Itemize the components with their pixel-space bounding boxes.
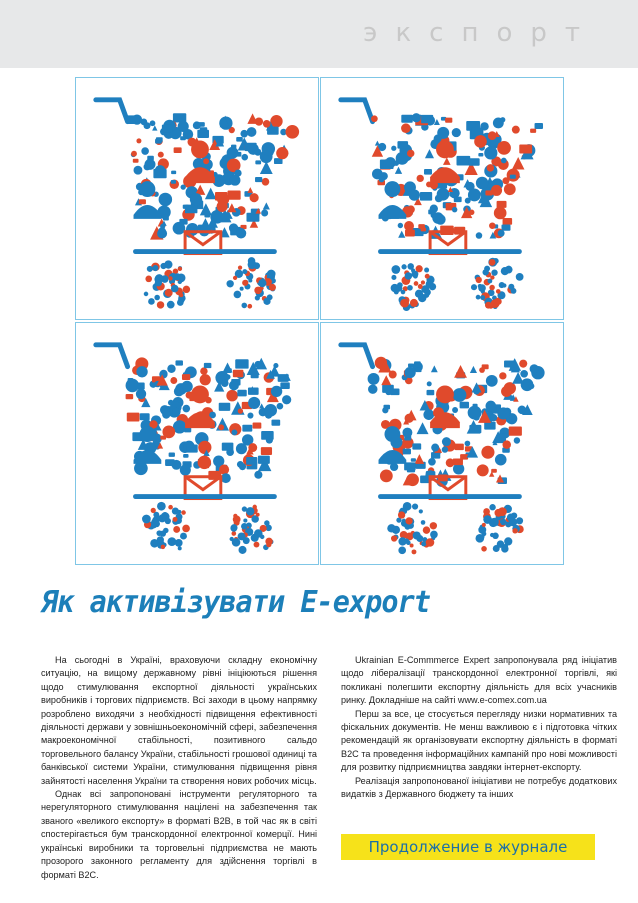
cart-icon-square — [219, 403, 231, 411]
cart-icon-square — [415, 368, 421, 372]
cart-icon-dot — [136, 138, 141, 143]
cart-icon-square — [421, 115, 433, 123]
cart-icon-square — [127, 413, 140, 422]
cart-icon-dot — [502, 177, 509, 184]
cart-icon-dot — [250, 193, 259, 202]
cart-icon-square — [248, 387, 259, 394]
cart-icon-dot — [255, 117, 263, 125]
cart-icon-dot — [198, 456, 211, 469]
user-icon — [436, 140, 454, 158]
cart-icon-dot — [446, 458, 455, 467]
cart-icon-square — [501, 429, 508, 434]
cart-icon-square — [380, 159, 394, 169]
cart-icon-square — [180, 136, 186, 140]
cart-wheel — [226, 257, 276, 308]
shopping-cart-icon — [76, 78, 318, 319]
cart-icon-dot — [380, 469, 393, 482]
cart-icon-dot — [409, 189, 420, 200]
cart-icon-dot — [486, 375, 498, 387]
cart-icon-dot — [500, 117, 505, 122]
cart-icon-dot — [178, 121, 189, 132]
cart-icon-square — [236, 137, 243, 142]
cart-icon-dot — [474, 135, 487, 148]
cart-icon-triangle — [263, 202, 270, 209]
cart-icon-square — [169, 452, 175, 456]
cart-icon-dot — [435, 214, 445, 224]
cart-icon-dot — [254, 149, 261, 156]
cart-handle — [341, 100, 373, 122]
cart-icon-dot — [248, 397, 260, 409]
cart-icon-square — [255, 160, 261, 164]
cart-handle — [341, 345, 373, 367]
article-paragraph: Ukrainian E-Commmerce Expert запропонувала ряд ініціатив щодо лібералізації транскордонної електронної торгівлі, які покликані полегшити експортну діяльність для всіх учасників ринку. Докладніше на сайті www.e-comex.com.ua — [341, 655, 617, 706]
cart-icon-dot — [382, 407, 388, 413]
cart-icon-square — [204, 363, 212, 368]
cart-icon-square — [235, 359, 248, 368]
cart-icon-dot — [412, 113, 421, 122]
cart-icon-square — [245, 143, 257, 151]
cart-icon-square — [455, 444, 464, 450]
cart-icon-dot — [190, 193, 202, 205]
cart-icon-dot — [203, 158, 209, 164]
cart-icon-dot — [401, 123, 411, 133]
user-icon — [191, 140, 209, 158]
cart-icon-square — [253, 422, 262, 428]
cart-icon-square — [485, 190, 492, 195]
cart-icon-dot — [241, 154, 248, 161]
cart-icon-square — [171, 171, 176, 175]
cart-icon-dot — [141, 147, 149, 155]
cart-icon-dot — [254, 471, 262, 479]
cart-icon-triangle — [260, 161, 273, 174]
cart-icon-dot — [136, 366, 147, 377]
section-header-band — [0, 0, 638, 68]
cart-icon-dot — [465, 198, 471, 204]
cart-icon-dot — [435, 194, 443, 202]
shopping-cart-image-3 — [75, 322, 319, 565]
cart-icon-square — [271, 420, 280, 426]
cart-icon-square — [228, 191, 241, 200]
cart-wheel — [476, 504, 524, 553]
cart-icon-dot — [276, 147, 288, 159]
cart-icon-dot — [398, 223, 403, 228]
cart-icon-square — [535, 123, 543, 129]
cart-icon-triangle — [417, 422, 429, 434]
cart-icon-square — [408, 363, 413, 367]
cart-icon-dot — [407, 150, 414, 157]
user-icon — [191, 385, 209, 403]
cart-icon-dot — [227, 147, 239, 159]
shopping-cart-image-1 — [75, 77, 319, 320]
user-icon-body — [134, 205, 162, 219]
cart-icon-square — [498, 143, 508, 150]
article-title: Як активізувати E-export — [41, 585, 431, 620]
cart-icon-dot — [529, 383, 535, 389]
cart-icon-dot — [469, 210, 474, 215]
cart-icon-dot — [497, 407, 509, 419]
cart-icon-dot — [476, 177, 489, 190]
shopping-cart-icon — [321, 323, 563, 564]
cart-icon-square — [171, 180, 176, 184]
cart-icon-dot — [389, 370, 397, 378]
cart-icon-square — [424, 169, 432, 175]
cart-icon-square — [510, 175, 516, 179]
cart-icon-square — [242, 425, 252, 432]
cart-icon-dot — [264, 404, 277, 417]
cart-icon-dot — [468, 406, 482, 420]
cart-icon-dot — [453, 388, 467, 402]
cart-icon-dot — [371, 115, 378, 122]
cart-icon-dot — [501, 158, 507, 164]
cart-wheel — [471, 258, 524, 309]
cart-icon-dot — [181, 184, 186, 189]
cart-icon-dot — [236, 443, 247, 454]
cart-icon-square — [460, 454, 468, 460]
cart-icon-dot — [200, 374, 211, 385]
cart-icon-dot — [193, 121, 201, 129]
cart-icon-dot — [402, 428, 412, 438]
cart-wheel — [391, 263, 437, 311]
cart-icon-dot — [198, 441, 211, 454]
cart-icon-dot — [277, 403, 284, 410]
article-column-right — [341, 654, 617, 801]
cart-icon-dot — [235, 170, 242, 177]
section-title: экспорт — [363, 18, 598, 48]
user-icon-body — [430, 167, 460, 183]
cart-icon-dot — [405, 414, 414, 423]
cart-icon-square — [162, 125, 173, 133]
cart-icon-square — [175, 360, 182, 365]
cart-icon-triangle — [431, 365, 438, 372]
cart-icon-dot — [489, 222, 496, 229]
cart-icon-square — [501, 224, 510, 230]
cart-icon-triangle — [443, 157, 451, 165]
cart-icon-dot — [180, 464, 191, 475]
cart-icon-square — [411, 458, 416, 462]
user-icon — [139, 426, 155, 442]
cart-icon-square — [126, 394, 134, 399]
cart-icon-dot — [520, 370, 528, 378]
shopping-cart-icon — [76, 323, 318, 564]
user-icon-body — [379, 205, 407, 219]
cart-handle — [96, 345, 128, 367]
cart-icon-dot — [221, 473, 231, 483]
cart-icon-square — [460, 402, 469, 409]
cart-icon-square — [397, 141, 408, 148]
cart-icon-dot — [452, 128, 461, 137]
cart-icon-triangle — [205, 188, 217, 200]
cart-icon-square — [412, 443, 421, 449]
cart-icon-dot — [218, 424, 224, 430]
cart-icon-dot — [530, 364, 539, 373]
cart-wheel — [387, 502, 438, 554]
cart-icon-dot — [417, 175, 424, 182]
cart-icon-square — [183, 205, 189, 209]
cart-icon-square — [174, 147, 182, 153]
cart-icon-square — [427, 390, 435, 395]
cart-icon-dot — [240, 130, 248, 138]
cart-icon-dot — [183, 405, 191, 413]
cart-icon-square — [482, 364, 489, 369]
shopping-cart-image-2 — [320, 77, 564, 320]
cart-icon-dot — [476, 232, 483, 239]
cart-icon-dot — [481, 446, 494, 459]
cart-icon-dot — [502, 440, 510, 448]
cart-icon-triangle — [247, 187, 253, 193]
cart-icon-square — [258, 456, 270, 464]
cart-icon-dot — [495, 454, 507, 466]
cart-icon-dot — [262, 142, 275, 155]
cart-icon-dot — [266, 436, 273, 443]
cart-icon-dot — [273, 363, 278, 368]
cart-icon-square — [280, 382, 289, 389]
cart-icon-dot — [514, 437, 520, 443]
cart-icon-square — [231, 379, 240, 386]
cart-icon-square — [200, 127, 208, 132]
cart-icon-square — [133, 159, 139, 163]
user-icon — [384, 181, 400, 197]
cart-icon-square — [183, 454, 188, 458]
cart-icon-dot — [368, 373, 380, 385]
cart-icon-square — [491, 469, 497, 473]
cart-icon-dot — [494, 207, 507, 220]
cart-icon-dot — [158, 152, 164, 158]
cart-icon-square — [231, 145, 236, 149]
cart-wheel — [142, 502, 190, 551]
cart-icon-square — [255, 177, 262, 182]
cart-icon-dot — [159, 193, 173, 207]
cart-icon-square — [222, 443, 234, 451]
cart-icon-square — [261, 447, 272, 455]
cart-icon-square — [156, 137, 163, 142]
cart-icon-triangle — [152, 125, 157, 130]
cart-icon-dot — [162, 410, 170, 418]
cart-icon-triangle — [425, 149, 434, 158]
cart-icon-dot — [248, 443, 257, 452]
cart-icon-dot — [428, 458, 436, 466]
cart-icon-square — [246, 457, 257, 465]
user-icon — [139, 181, 155, 197]
cart-icon-square — [530, 129, 536, 133]
cart-icon-dot — [155, 165, 166, 176]
cart-icon-dot — [379, 176, 385, 182]
cart-icon-dot — [173, 222, 186, 235]
cart-wheel — [230, 505, 274, 554]
cart-icon-dot — [247, 127, 257, 137]
image-grid — [75, 77, 565, 565]
cart-icon-square — [418, 224, 425, 229]
cart-icon-dot — [200, 367, 207, 374]
cart-icon-square — [390, 389, 399, 396]
cart-icon-square — [237, 390, 246, 397]
cart-icon-triangle — [395, 167, 402, 174]
cart-icon-dot — [231, 429, 237, 435]
cart-icon-dot — [261, 210, 268, 217]
user-icon — [436, 385, 454, 403]
cart-wheel — [144, 260, 190, 308]
cart-icon-dot — [221, 379, 229, 387]
cart-icon-dot — [131, 151, 137, 157]
cart-icon-square — [233, 370, 244, 377]
cart-icon-dot — [518, 406, 527, 415]
cart-icon-dot — [487, 164, 494, 171]
cart-icon-dot — [238, 408, 243, 413]
cart-icon-dot — [268, 126, 275, 133]
cart-icon-dot — [430, 205, 438, 213]
user-icon-body — [185, 167, 215, 183]
article-paragraph: Перш за все, це стосується перегляду низки нормативних та фіскальних документів. Не менш важливою є і підготовка чітких рекомендацій як організовувати експортну діяльність в форматі B2C та проведення інформаційних кампаній про нові можливості для розвитку підприємництва завдяки інтернет-експорту. — [341, 708, 617, 773]
cart-icon-square — [165, 459, 175, 466]
cart-icon-square — [139, 199, 146, 204]
cart-icon-dot — [504, 183, 516, 195]
cart-icon-dot — [136, 389, 146, 399]
cart-icon-dot — [404, 367, 415, 378]
cart-icon-dot — [512, 126, 520, 134]
cart-icon-dot — [490, 414, 497, 421]
cart-icon-dot — [174, 386, 184, 396]
cart-icon-dot — [504, 382, 516, 394]
cart-icon-square — [509, 427, 522, 436]
cart-icon-square — [519, 144, 532, 153]
cart-icon-dot — [404, 221, 414, 231]
cart-icon-square — [405, 230, 415, 237]
cart-icon-square — [182, 374, 190, 380]
cart-icon-square — [215, 192, 227, 201]
cart-icon-dot — [486, 401, 497, 412]
cart-icon-dot — [126, 379, 140, 393]
cart-icon-dot — [477, 464, 489, 476]
article-paragraph: Однак всі запропоновані інструменти регуляторного та нерегуляторного стимулювання націлені на забезпечення так званого «великого експорту» в форматі B2B, в той час як в світі спостерігається бум транскордонної електронної комерції. Нині українські виробники та торговельні підприємства не мають прозорого законного регламенту для здійснення торгівлі в форматі B2C. — [41, 789, 317, 880]
cart-handle — [96, 100, 128, 122]
cart-icon-square — [401, 115, 412, 123]
article-paragraph: Реалізація запропонованої ініціативи не потребує додаткових видатків з Державного бюджету та інших — [341, 775, 617, 800]
cart-icon-triangle — [454, 365, 467, 378]
cart-icon-dot — [150, 120, 156, 126]
cart-icon-dot — [488, 131, 497, 140]
cart-icon-dot — [167, 365, 175, 373]
cart-icon-square — [140, 413, 150, 420]
cart-icon-square — [497, 201, 507, 208]
shopping-cart-icon — [321, 78, 563, 319]
cart-icon-square — [469, 158, 480, 166]
cart-icon-triangle — [223, 362, 233, 372]
user-icon — [384, 426, 400, 442]
cart-icon-dot — [236, 228, 246, 238]
cart-icon-dot — [452, 407, 458, 413]
cart-icon-square — [445, 118, 452, 123]
article-column-left — [41, 654, 317, 882]
cart-icon-dot — [499, 372, 506, 379]
cart-icon-triangle — [414, 454, 424, 464]
cart-icon-triangle — [470, 366, 477, 373]
cart-icon-dot — [473, 388, 479, 394]
cart-icon-dot — [172, 408, 180, 416]
cart-icon-dot — [465, 441, 471, 447]
continue-in-magazine-link[interactable]: Продолжение в журнале — [341, 834, 595, 860]
cart-icon-dot — [427, 381, 432, 386]
cart-icon-triangle — [398, 231, 405, 238]
cart-icon-dot — [263, 120, 271, 128]
cart-icon-square — [403, 449, 411, 455]
cart-icon-dot — [431, 444, 439, 452]
cart-icon-dot — [452, 207, 457, 212]
cart-icon-dot — [498, 230, 505, 237]
cart-icon-square — [160, 436, 166, 440]
cart-icon-dot — [282, 395, 291, 404]
cart-icon-dot — [519, 360, 527, 368]
article-paragraph: На сьогодні в Україні, враховуючи складну економічну ситуацію, на вищому державному рівні ініціюються рішення щодо стимулювання експортної діяльності українських виробників і торгових підприємств. Всі заходи в цьому напрямку розроблено виходячи з необхідності підвищення ефективності діяльності держави у зовнішньоекономічній сфері, забезпечення макроекономічної стабільності, позитивного сальдо торговельного балансу України, стабільності грошової одиниці та банківської системи України, стимулювання підвищення рівня зайнятості населення України та створення нових робочих місць. — [41, 655, 317, 786]
cart-icon-dot — [423, 409, 434, 420]
cart-icon-square — [478, 153, 483, 157]
cart-icon-dot — [226, 390, 238, 402]
cart-icon-dot — [391, 146, 396, 151]
cart-icon-dot — [144, 159, 155, 170]
cart-icon-square — [472, 127, 483, 135]
cart-icon-triangle — [375, 141, 380, 146]
cart-icon-dot — [170, 377, 177, 384]
cart-icon-dot — [134, 166, 143, 175]
cart-icon-dot — [237, 461, 244, 468]
cart-icon-square — [127, 115, 139, 124]
cart-icon-square — [456, 156, 470, 166]
cart-icon-dot — [442, 437, 451, 446]
cart-icon-dot — [247, 413, 253, 419]
cart-icon-dot — [144, 122, 151, 129]
cart-icon-dot — [442, 446, 448, 452]
shopping-cart-image-4 — [320, 322, 564, 565]
cart-icon-square — [420, 192, 432, 201]
cart-icon-dot — [262, 178, 270, 186]
cart-icon-dot — [484, 146, 497, 159]
cart-icon-square — [454, 197, 462, 203]
cart-icon-square — [503, 218, 513, 225]
cart-icon-dot — [368, 384, 377, 393]
